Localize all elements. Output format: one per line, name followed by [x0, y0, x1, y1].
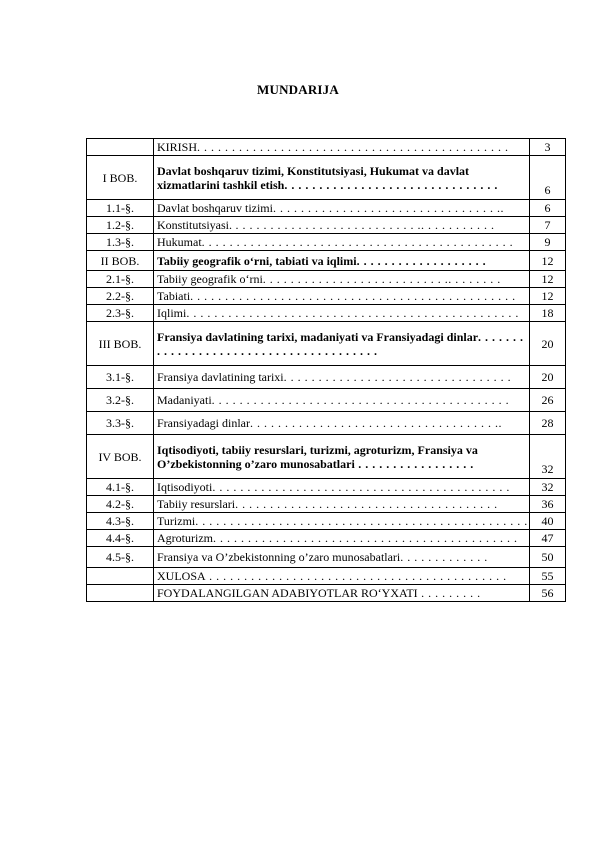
- toc-row: [87, 496, 566, 513]
- toc-leader-dots: . . . . . . . . . . . . . . . . . . . . . . . . . . . . . . . . . . . . . . . . . . . . .: [197, 140, 509, 154]
- toc-entry-title: Turizmi: [157, 514, 196, 528]
- toc-row: [87, 530, 566, 547]
- toc-page-number: 12: [530, 288, 566, 305]
- toc-section-number: 4.3-§.: [87, 513, 154, 530]
- toc-entry[interactable]: [154, 389, 530, 412]
- toc-section-number: 2.1-§.: [87, 271, 154, 288]
- toc-leader-dots: . . . . . . . . . . . . . . . . . . . . . . . . . . . . . . . . . . . . . .: [235, 497, 498, 511]
- toc-section-number: [87, 585, 154, 602]
- toc-row: [87, 435, 566, 479]
- toc-row: [87, 568, 566, 585]
- toc-leader-dots: . . . . . . . . . . . . .: [400, 550, 488, 564]
- toc-leader-dots: . . . . . . . . . . . . . . . . . . . . . . . . . . . . . . . . . . . ..: [249, 416, 502, 430]
- toc-leader-dots: . . . . . . . . . . . . . . . . . . . . . . . . . . . . . . . . . . . . . . . . . . .: [212, 480, 510, 494]
- toc-section-number: III BOB.: [87, 322, 154, 366]
- toc-leader-dots: . . . . . . . . . . . . . . . . . . . . . . . . . . . . . . .: [284, 177, 498, 192]
- toc-row: [87, 547, 566, 568]
- toc-entry[interactable]: [154, 156, 530, 200]
- toc-entry-title: KIRISH: [157, 140, 198, 154]
- toc-entry-title: Tabiiy geografik o‘rni, tabiati va iqlimi: [157, 253, 357, 268]
- toc-entry[interactable]: [154, 271, 530, 288]
- toc-page-number: 12: [530, 271, 566, 288]
- toc-entry-title: Tabiati: [157, 289, 191, 303]
- toc-row: [87, 389, 566, 412]
- toc-leader-dots: . . . . . . . . . . . . . . . . . . . . . . . . . . . . . . . . . . . . . . . . . . . . . . .: [190, 289, 516, 303]
- toc-entry[interactable]: [154, 585, 530, 602]
- toc-row: [87, 322, 566, 366]
- toc-entry-title: Hukumat: [157, 235, 202, 249]
- toc-row: [87, 217, 566, 234]
- toc-section-number: 3.2-§.: [87, 389, 154, 412]
- toc-entry[interactable]: [154, 530, 530, 547]
- toc-section-number: II BOB.: [87, 251, 154, 271]
- toc-body: [87, 139, 566, 602]
- toc-row: [87, 200, 566, 217]
- toc-row: [87, 156, 566, 200]
- toc-entry[interactable]: [154, 322, 530, 366]
- toc-row: [87, 513, 566, 530]
- toc-entry-title: Agroturizm: [157, 531, 213, 545]
- toc-entry-title: Davlat boshqaruv tizimi, Konstitutsiyasi, Hukumat va davlat xizmatlarini tashkil etish: [157, 163, 470, 192]
- toc-entry[interactable]: [154, 568, 530, 585]
- toc-entry-title: Fransiya davlatining tarixi: [157, 370, 284, 384]
- toc-entry[interactable]: [154, 200, 530, 217]
- toc-entry[interactable]: [154, 139, 530, 156]
- toc-page-number: 7: [530, 217, 566, 234]
- toc-row: [87, 271, 566, 288]
- toc-entry-title: Madaniyati: [157, 393, 212, 407]
- toc-section-number: 3.1-§.: [87, 366, 154, 389]
- toc-leader-dots: . . . . . . . . . . . . . . . . . . . . . . . . . . . . . . . . . . . . . . . . . . . . . . . .: [186, 306, 519, 320]
- toc-leader-dots: . . . . . . . . . . . . . . . . . . . . . . . . . . .. . . . . . . .: [262, 272, 501, 286]
- toc-page-number: 18: [530, 305, 566, 322]
- toc-page-number: 6: [530, 200, 566, 217]
- toc-section-number: 1.1-§.: [87, 200, 154, 217]
- toc-page-number: 32: [530, 435, 566, 479]
- toc-leader-dots: . . . . . . . . . . . . . . . . . . . . . . . . . . . . . . . . . . . . . . .: [157, 329, 524, 358]
- toc-entry[interactable]: [154, 435, 530, 479]
- toc-page-number: 50: [530, 547, 566, 568]
- toc-section-number: 1.3-§.: [87, 234, 154, 251]
- toc-section-number: 4.4-§.: [87, 530, 154, 547]
- toc-entry-title: Iqlimi: [157, 306, 187, 320]
- toc-entry[interactable]: [154, 288, 530, 305]
- toc-row: [87, 585, 566, 602]
- page-title: MUNDARIJA: [257, 82, 339, 97]
- toc-leader-dots: . . . . . . . . . . . . . . . . . . .: [356, 253, 487, 268]
- toc-section-number: 3.3-§.: [87, 412, 154, 435]
- toc-leader-dots: . . . . . . . . . . . . . . . . . . . . . . . . . . . . . . . . . . . . . . . . . . .: [205, 569, 507, 583]
- toc-entry[interactable]: [154, 412, 530, 435]
- toc-section-number: 4.5-§.: [87, 547, 154, 568]
- toc-leader-dots: . . . . . . . . . . . . . . . . . . . . . . . . . . .. . . . . . . . . . .: [232, 218, 495, 232]
- toc-entry-title: Fransiyadagi dinlar: [157, 416, 250, 430]
- toc-row: [87, 366, 566, 389]
- toc-entry[interactable]: [154, 479, 530, 496]
- toc-entry-title: Iqtisodiyoti: [157, 480, 213, 494]
- toc-leader-dots: . . . . . . . . . . . . . . . . . . . . . . . . . . . . . . . . . . . . . . . . . . . .: [213, 531, 518, 545]
- toc-entry[interactable]: [154, 217, 530, 234]
- toc-page-number: 40: [530, 513, 566, 530]
- toc-row: [87, 288, 566, 305]
- toc-entry-title: Tabiiy geografik o‘rni: [157, 272, 263, 286]
- toc-leader-dots: . . . . . . . . . . . . . . . . . . . . . . . . . . . . . . . . . . . . . . . . . . .: [211, 393, 510, 407]
- toc-entry[interactable]: [154, 547, 530, 568]
- toc-section-number: I BOB.: [87, 156, 154, 200]
- toc-page-number: 47: [530, 530, 566, 547]
- toc-leader-dots: . . . . . . . . . . . . . . . . . . . . . . . . . . . . . . . . .: [283, 370, 512, 384]
- toc-leader-dots: . . . . . . . . . . . . . . . . .: [354, 456, 474, 471]
- toc-leader-dots: . . . . . . . . . . . . . . . . . . . . . . . . . . . . . . . . ..: [272, 201, 504, 215]
- toc-page-number: 55: [530, 568, 566, 585]
- toc-page-number: 6: [530, 156, 566, 200]
- toc-page-number: 36: [530, 496, 566, 513]
- toc-row: [87, 234, 566, 251]
- toc-section-number: 4.2-§.: [87, 496, 154, 513]
- toc-row: [87, 479, 566, 496]
- toc-entry[interactable]: [154, 366, 530, 389]
- toc-row: [87, 412, 566, 435]
- toc-entry-title: Konstitutsiyasi.: [157, 218, 233, 232]
- toc-page-number: 9: [530, 234, 566, 251]
- toc-page-number: 56: [530, 585, 566, 602]
- toc-entry-title: Fransiya davlatining tarixi, madaniyati va Fransiyadagi dinlar: [157, 329, 479, 344]
- toc-entry-title: Tabiiy resurslari: [157, 497, 236, 511]
- toc-entry[interactable]: [154, 496, 530, 513]
- toc-entry-title: Davlat boshqaruv tizimi: [157, 201, 273, 215]
- toc-entry-title: Iqtisodiyoti, tabiiy resurslari, turizmi, agroturizm, Fransiya va O’zbekistonning o’zaro munosabatlari: [157, 442, 478, 471]
- toc-entry-title: XULOSA: [157, 569, 206, 583]
- toc-page-number: 3: [530, 139, 566, 156]
- toc-section-number: 2.2-§.: [87, 288, 154, 305]
- toc-leader-dots: . . . . . . . . . . . . . . . . . . . . . . . . . . . . . . . . . . . . . . . . . . . . .: [201, 235, 514, 249]
- toc-page-number: 20: [530, 322, 566, 366]
- toc-entry-title: FOYDALANGILGAN ADABIYOTLAR RO‘YXATI: [157, 586, 418, 600]
- toc-section-number: 2.3-§.: [87, 305, 154, 322]
- toc-section-number: IV BOB.: [87, 435, 154, 479]
- toc-leader-dots: . . . . . . . . . . . . . . . . . . . . . . . . . . . . . . . . . . . . . . . . . . . . . . . .: [195, 514, 528, 528]
- toc-row: [87, 251, 566, 271]
- toc-section-number: 1.2-§.: [87, 217, 154, 234]
- toc-page-number: 32: [530, 479, 566, 496]
- toc-section-number: 4.1-§.: [87, 479, 154, 496]
- toc-section-number: [87, 139, 154, 156]
- table-of-contents: [86, 138, 566, 602]
- toc-page-number: 26: [530, 389, 566, 412]
- toc-page-number: 28: [530, 412, 566, 435]
- toc-entry[interactable]: [154, 234, 530, 251]
- toc-row: [87, 139, 566, 156]
- toc-entry[interactable]: [154, 305, 530, 322]
- toc-entry-title: Fransiya va O’zbekistonning o’zaro munosabatlari: [157, 550, 401, 564]
- toc-page-number: 20: [530, 366, 566, 389]
- toc-leader-dots: . . . . . . . . .: [417, 586, 481, 600]
- toc-section-number: [87, 568, 154, 585]
- toc-page-number: 12: [530, 251, 566, 271]
- toc-entry[interactable]: [154, 251, 530, 271]
- toc-row: [87, 305, 566, 322]
- toc-entry[interactable]: [154, 513, 530, 530]
